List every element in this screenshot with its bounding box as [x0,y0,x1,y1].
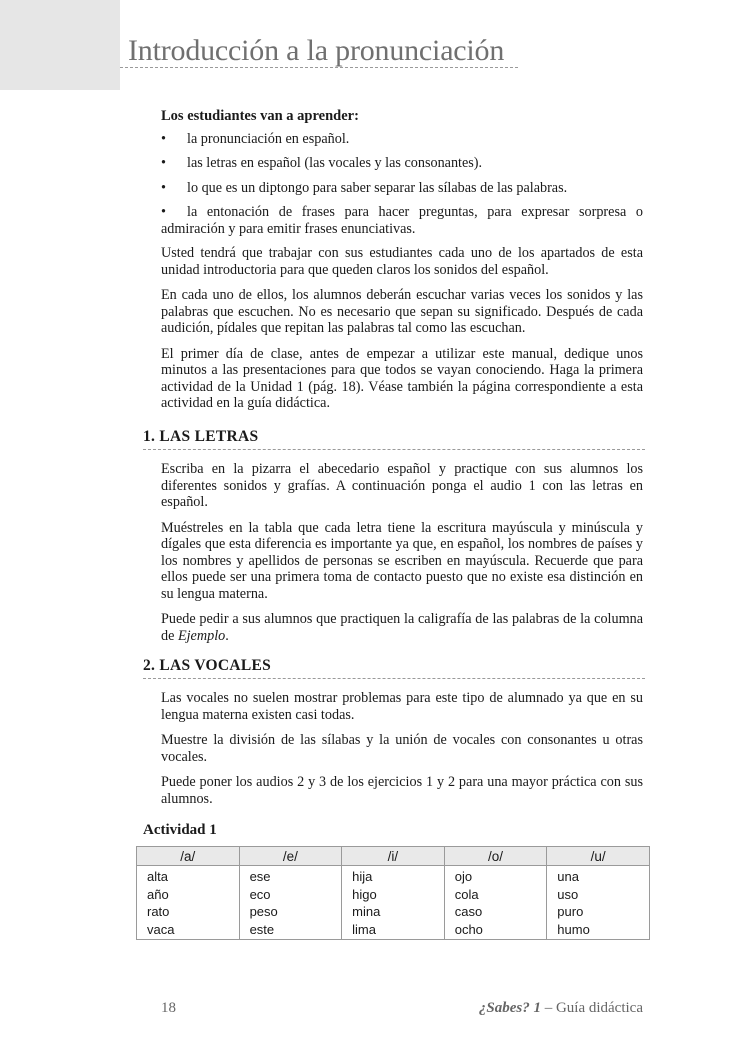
page-title: Introducción a la pronunciación [128,34,505,67]
bullet-icon: • [161,130,166,147]
word: puro [557,904,584,919]
word: rato [147,904,170,919]
corner-decoration [0,0,120,90]
column-header: /i/ [342,847,445,866]
section-heading-vocales: 2. LAS VOCALES [143,657,645,679]
table-row [137,866,650,940]
column-header: /a/ [137,847,240,866]
section-paragraph: Las vocales no suelen mostrar problemas para este tipo de alumnado ya que en su lengua materna existen casi todas. [161,690,643,723]
footer-book-title [479,1000,643,1017]
learning-list [161,131,643,238]
intro-heading: Los estudiantes van a aprender: [161,108,359,124]
word: vaca [147,921,175,937]
vowels-table [136,846,650,940]
section-paragraph: Muéstreles en la tabla que cada letra tiene la escritura mayúscula y minúscula y dígales que esta diferencia es importante ya que, en español, los nombres de países y los nombres y apellidos de personas se escriben en mayúscula. Recuerde que para ellos puede ser una primera toma de contacto puesto que no existe esa distinción en su lengua materna. [161,519,643,602]
word: ojo [454,869,473,884]
word: una [557,869,579,884]
word: higo [352,886,377,902]
emphasis-text: Ejemplo [177,627,226,644]
bullet-icon: • [161,155,166,171]
table-cell [444,866,547,940]
word: cola [454,886,479,902]
book-subtitle: – Guía didáctica [540,1000,643,1016]
section-letras-body [161,461,643,653]
section-heading-letras: 1. LAS LETRAS [143,428,645,450]
word: ocho [454,921,483,937]
table-cell [547,866,650,940]
list-item [161,155,643,172]
intro-paragraph: Usted tendrá que trabajar con sus estudiantes cada uno de los apartados de esta unidad introductoria para que queden claros los sonidos del español. [161,245,643,278]
title-divider [120,67,518,68]
table-cell [137,866,240,940]
word: uso [557,886,579,902]
word: caso [454,904,483,919]
word: eco [249,886,271,902]
table-header-row [137,847,650,866]
word: año [147,886,169,902]
intro-paragraph: En cada uno de ellos, los alumnos deberán escuchar varias veces los sonidos y las palabras que escuchen. No es necesario que sepan su significado. Después de cada audición, pídales que repitan las palabras tal como las escuchan. [161,287,643,336]
word: hija [352,869,373,884]
section-paragraph [161,611,643,644]
list-item-text: la pronunciación en español. [187,130,350,147]
list-item-text: lo que es un diptongo para saber separar las sílabas de las palabras. [187,179,568,196]
list-item [161,131,643,148]
word: mina [352,904,381,919]
intro-paragraph: El primer día de clase, antes de empezar a utilizar este manual, dedique unos minutos a las presentaciones para que todos se vayan conociendo. Haga la primera actividad de la Unidad 1 (pág. 18). Véase también la página correspondiente a esta actividad en la guía didáctica. [161,345,643,411]
column-header: /u/ [547,847,650,866]
list-item [161,204,643,237]
table-cell [342,866,445,940]
activity-title: Actividad 1 [143,822,217,838]
section-paragraph: Puede poner los audios 2 y 3 de los ejercicios 1 y 2 para una mayor práctica con sus alumnos. [161,774,643,807]
word: peso [249,904,278,919]
section-vocales-body [161,690,643,816]
list-item [161,180,643,197]
column-header: /o/ [444,847,547,866]
paragraph-text: . [225,627,229,644]
column-header: /e/ [239,847,342,866]
intro-block [161,108,643,421]
bullet-icon: • [161,204,166,220]
word: lima [352,921,376,937]
bullet-icon: • [161,179,166,196]
word: este [249,921,275,937]
paragraph-text: Puede pedir a sus alumnos que practiquen la caligrafía de las palabras de la columna de [161,611,643,644]
word: alta [147,869,168,884]
section-paragraph: Escriba en la pizarra el abecedario español y practique con sus alumnos los diferentes sonidos y grafías. A continuación ponga el audio 1 con las letras en español. [161,461,643,510]
book-title: ¿Sabes? 1 [478,1000,541,1016]
word: ese [249,869,271,884]
word: humo [557,921,590,937]
table-cell [239,866,342,940]
list-item-text: las letras en español (las vocales y las consonantes). [187,155,483,171]
section-paragraph: Muestre la división de las sílabas y la unión de vocales con consonantes u otras vocales. [161,732,643,765]
page-number: 18 [161,1000,176,1016]
list-item-text: la entonación de frases para hacer preguntas, para expresar sorpresa o admiración y para emitir frases enunciativas. [161,204,643,237]
